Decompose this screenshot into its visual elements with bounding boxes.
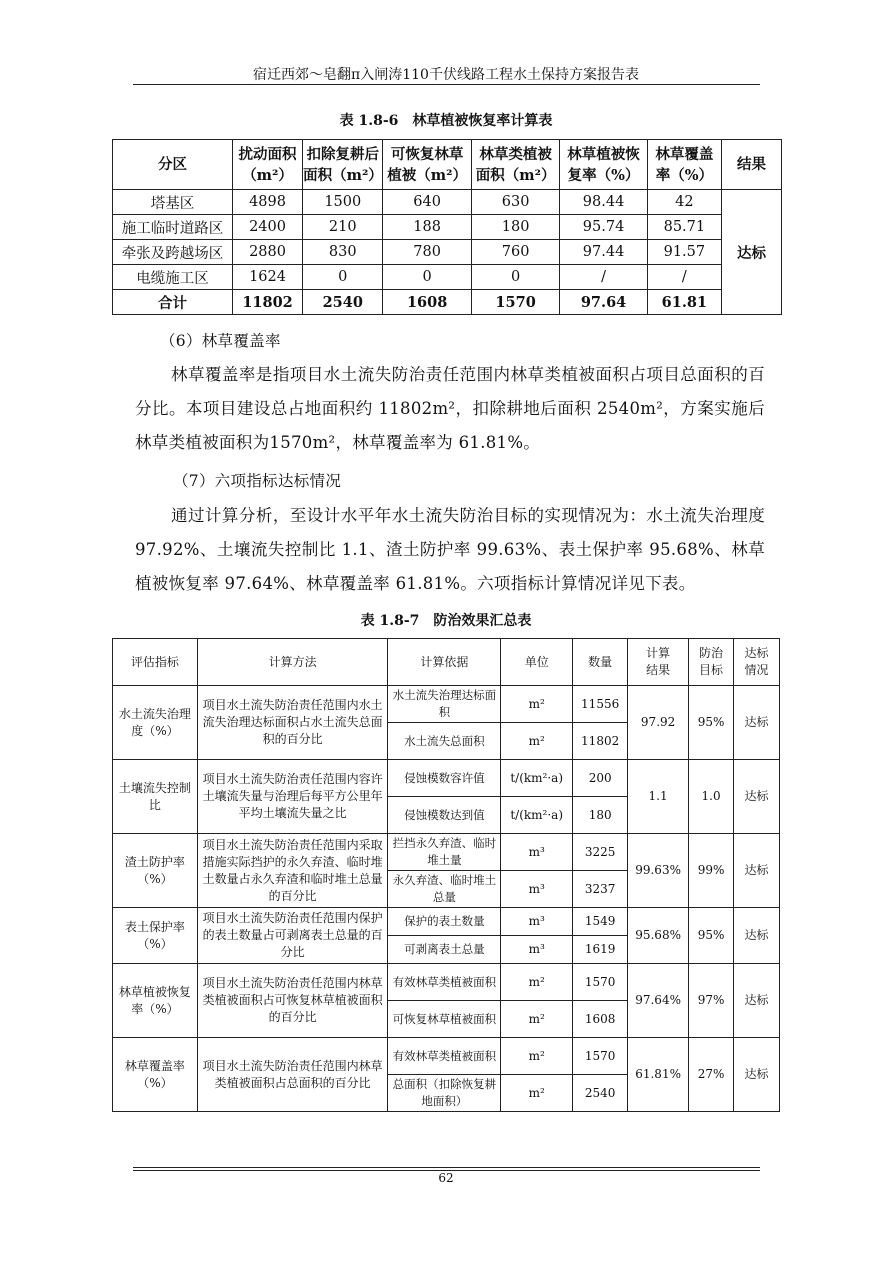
cell-zone: 牵张及跨越场区 bbox=[113, 240, 233, 265]
col-calc-result: 计算 结果 bbox=[628, 639, 689, 686]
table-row bbox=[113, 1038, 780, 1075]
indicator-cell: 表土保护率（%） bbox=[113, 908, 198, 964]
unit-cell: m² bbox=[501, 964, 573, 1001]
unit-cell: m³ bbox=[501, 834, 573, 871]
page-header: 宿迁西郊～皂翻π入闸涛110千伏线路工程水土保持方案报告表 bbox=[253, 67, 639, 83]
cell: 188 bbox=[383, 215, 471, 240]
basis-cell: 可恢复林草植被面积 bbox=[388, 1001, 501, 1038]
table-row bbox=[113, 908, 780, 936]
indicator-cell: 水土流失治理度（%） bbox=[113, 686, 198, 760]
table-row bbox=[113, 760, 780, 797]
cell: 780 bbox=[383, 240, 471, 265]
method-cell: 项目水土流失防治责任范围内水土流失治理达标面积占水土流失总面积的百分比 bbox=[197, 686, 388, 760]
cell: 1570 bbox=[471, 290, 559, 315]
basis-cell: 永久弃渣、临时堆土总量 bbox=[388, 871, 501, 908]
unit-cell: m³ bbox=[501, 908, 573, 936]
basis-cell: 可剥离表土总量 bbox=[388, 936, 501, 964]
target-cell: 99% bbox=[689, 834, 734, 908]
target-cell: 27% bbox=[689, 1038, 734, 1112]
cell: 830 bbox=[303, 240, 383, 265]
quantity-cell: 200 bbox=[573, 760, 628, 797]
unit-cell: m² bbox=[501, 1075, 573, 1112]
col-recovery-rate: 林草植被恢 复率（%） bbox=[560, 140, 647, 190]
cell: 0 bbox=[383, 265, 471, 290]
cell-zone: 塔基区 bbox=[113, 190, 233, 215]
cell: 61.81 bbox=[647, 290, 721, 315]
cell: 1500 bbox=[303, 190, 383, 215]
table-row bbox=[113, 964, 780, 1001]
result-cell: 达标 bbox=[721, 190, 781, 315]
col-zone: 分区 bbox=[113, 140, 233, 190]
cell: 97.44 bbox=[560, 240, 647, 265]
basis-cell: 有效林草类植被面积 bbox=[388, 964, 501, 1001]
col-basis: 计算依据 bbox=[388, 639, 501, 686]
cell: / bbox=[647, 265, 721, 290]
method-cell: 项目水土流失防治责任范围内保护的表土数量占可剥离表土总量的百分比 bbox=[197, 908, 388, 964]
basis-cell: 保护的表土数量 bbox=[388, 908, 501, 936]
cell: 98.44 bbox=[560, 190, 647, 215]
quantity-cell: 1549 bbox=[573, 908, 628, 936]
calc-result-cell: 99.63% bbox=[628, 834, 689, 908]
basis-cell: 水土流失总面积 bbox=[388, 723, 501, 760]
table1-caption: 表 1.8-6 林草植被恢复率计算表 bbox=[339, 113, 553, 129]
cell: 97.64 bbox=[560, 290, 647, 315]
calc-result-cell: 1.1 bbox=[628, 760, 689, 834]
footer-rule bbox=[133, 1167, 760, 1168]
indicator-cell: 林草覆盖率（%） bbox=[113, 1038, 198, 1112]
cell: 85.71 bbox=[647, 215, 721, 240]
calc-result-cell: 95.68% bbox=[628, 908, 689, 964]
method-cell: 项目水土流失防治责任范围内林草类植被面积占可恢复林草植被面积的百分比 bbox=[197, 964, 388, 1038]
quantity-cell: 3237 bbox=[573, 871, 628, 908]
col-unit: 单位 bbox=[501, 639, 573, 686]
col-quantity: 数量 bbox=[573, 639, 628, 686]
cell-zone: 施工临时道路区 bbox=[113, 215, 233, 240]
table-row bbox=[113, 265, 782, 290]
cell: 0 bbox=[303, 265, 383, 290]
quantity-cell: 1608 bbox=[573, 1001, 628, 1038]
col-result: 结果 bbox=[721, 140, 781, 190]
cell: 210 bbox=[303, 215, 383, 240]
cell: 760 bbox=[471, 240, 559, 265]
quantity-cell: 2540 bbox=[573, 1075, 628, 1112]
basis-cell: 侵蚀模数达到值 bbox=[388, 797, 501, 834]
section6-paragraph: 林草覆盖率是指项目水土流失防治责任范围内林草类植被面积占项目总面积的百分比。本项目建设总占地面积约 11802m²，扣除耕地后面积 2540m²，方案实施后林草类植被面积为1570m²，林草覆盖率为 61.81%。 bbox=[135, 365, 765, 452]
col-restorable: 可恢复林草 植被（m²） bbox=[383, 140, 471, 190]
table-row bbox=[113, 190, 782, 215]
col-vegetation: 林草类植被 面积（m²） bbox=[471, 140, 559, 190]
basis-cell: 拦挡永久弃渣、临时堆土量 bbox=[388, 834, 501, 871]
quantity-cell: 1619 bbox=[573, 936, 628, 964]
vegetation-recovery-table bbox=[112, 139, 782, 315]
method-cell: 项目水土流失防治责任范围内容许土壤流失量与治理后每平方公里年平均土壤流失量之比 bbox=[197, 760, 388, 834]
cell: 2540 bbox=[303, 290, 383, 315]
cell: 2880 bbox=[232, 240, 302, 265]
target-cell: 95% bbox=[689, 686, 734, 760]
target-cell: 97% bbox=[689, 964, 734, 1038]
quantity-cell: 1570 bbox=[573, 964, 628, 1001]
status-cell: 达标 bbox=[734, 1038, 780, 1112]
header-rule bbox=[133, 84, 760, 85]
basis-cell: 有效林草类植被面积 bbox=[388, 1038, 501, 1075]
table-total-row bbox=[113, 290, 782, 315]
cell: 1608 bbox=[383, 290, 471, 315]
cell: 95.74 bbox=[560, 215, 647, 240]
unit-cell: m³ bbox=[501, 936, 573, 964]
cell: 630 bbox=[471, 190, 559, 215]
status-cell: 达标 bbox=[734, 834, 780, 908]
col-target: 防治 目标 bbox=[689, 639, 734, 686]
section7-heading: （7）六项指标达标情况 bbox=[173, 472, 342, 490]
col-indicator: 评估指标 bbox=[113, 639, 198, 686]
unit-cell: m³ bbox=[501, 871, 573, 908]
col-status: 达标 情况 bbox=[734, 639, 780, 686]
indicator-cell: 渣土防护率（%） bbox=[113, 834, 198, 908]
basis-cell: 水土流失治理达标面积 bbox=[388, 686, 501, 723]
cell: 4898 bbox=[232, 190, 302, 215]
unit-cell: m² bbox=[501, 723, 573, 760]
quantity-cell: 180 bbox=[573, 797, 628, 834]
table-row bbox=[113, 240, 782, 265]
col-method: 计算方法 bbox=[197, 639, 388, 686]
cell: 1624 bbox=[232, 265, 302, 290]
quantity-cell: 1570 bbox=[573, 1038, 628, 1075]
basis-cell: 侵蚀模数容许值 bbox=[388, 760, 501, 797]
section6-heading: （6）林草覆盖率 bbox=[160, 332, 281, 350]
indicator-cell: 林草植被恢复率（%） bbox=[113, 964, 198, 1038]
cell: 91.57 bbox=[647, 240, 721, 265]
cell: 640 bbox=[383, 190, 471, 215]
cell: 180 bbox=[471, 215, 559, 240]
unit-cell: t/(km²·a) bbox=[501, 797, 573, 834]
unit-cell: m² bbox=[501, 1001, 573, 1038]
cell-zone: 合计 bbox=[113, 290, 233, 315]
cell: 11802 bbox=[232, 290, 302, 315]
table-row bbox=[113, 686, 780, 723]
basis-cell: 总面积（扣除恢复耕地面积） bbox=[388, 1075, 501, 1112]
table-row bbox=[113, 834, 780, 871]
quantity-cell: 11802 bbox=[573, 723, 628, 760]
calc-result-cell: 61.81% bbox=[628, 1038, 689, 1112]
cell: 2400 bbox=[232, 215, 302, 240]
target-cell: 1.0 bbox=[689, 760, 734, 834]
page-number: 62 bbox=[438, 1171, 454, 1185]
indicator-cell: 土壤流失控制比 bbox=[113, 760, 198, 834]
calc-result-cell: 97.64% bbox=[628, 964, 689, 1038]
col-coverage-rate: 林草覆盖 率（%） bbox=[647, 140, 721, 190]
unit-cell: m² bbox=[501, 686, 573, 723]
status-cell: 达标 bbox=[734, 760, 780, 834]
quantity-cell: 3225 bbox=[573, 834, 628, 871]
section7-paragraph: 通过计算分析，至设计水平年水土流失防治目标的实现情况为：水土流失治理度 97.92%、土壤流失控制比 1.1、渣土防护率 99.63%、表土保护率 95.68%、林草植被恢复率 97.64%、林草覆盖率 61.81%。六项指标计算情况详见下表。 bbox=[135, 506, 765, 593]
method-cell: 项目水土流失防治责任范围内林草类植被面积占总面积的百分比 bbox=[197, 1038, 388, 1112]
target-cell: 95% bbox=[689, 908, 734, 964]
unit-cell: t/(km²·a) bbox=[501, 760, 573, 797]
cell: 42 bbox=[647, 190, 721, 215]
cell: 0 bbox=[471, 265, 559, 290]
cell-zone: 电缆施工区 bbox=[113, 265, 233, 290]
status-cell: 达标 bbox=[734, 908, 780, 964]
unit-cell: m² bbox=[501, 1038, 573, 1075]
table-row bbox=[113, 215, 782, 240]
quantity-cell: 11556 bbox=[573, 686, 628, 723]
table2-caption: 表 1.8-7 防治效果汇总表 bbox=[360, 613, 532, 629]
col-deducted: 扣除复耕后 面积（m²） bbox=[303, 140, 383, 190]
calc-result-cell: 97.92 bbox=[628, 686, 689, 760]
status-cell: 达标 bbox=[734, 964, 780, 1038]
control-effect-summary-table bbox=[112, 638, 780, 1112]
col-disturbed: 扰动面积 （m²） bbox=[232, 140, 302, 190]
method-cell: 项目水土流失防治责任范围内采取措施实际挡护的永久弃渣、临时堆土数量占永久弃渣和临时堆土总量的百分比 bbox=[197, 834, 388, 908]
cell: / bbox=[560, 265, 647, 290]
status-cell: 达标 bbox=[734, 686, 780, 760]
